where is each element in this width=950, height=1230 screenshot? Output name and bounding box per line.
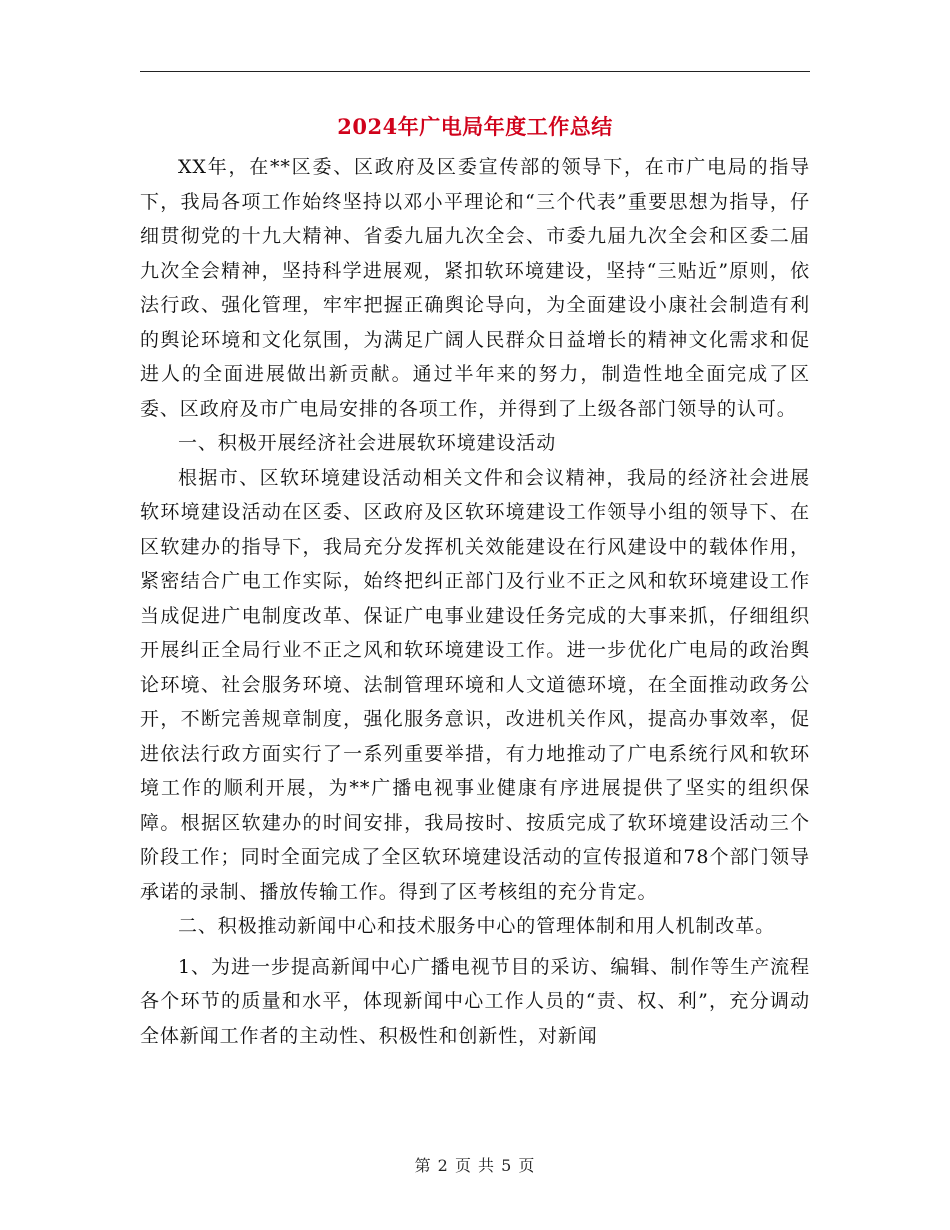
header-rule (140, 71, 810, 72)
paragraph-intro: XX年，在**区委、区政府及区委宣传部的领导下，在市广电局的指导下，我局各项工作始终坚持以邓小平理论和“三个代表”重要思想为指导，仔细贯彻党的十九大精神、省委九届九次全会、市委九届九次全会和区委二届九次全会精神，坚持科学进展观，紧扣软环境建设，坚持“三贴近”原则，依法行政、强化管理，牢牢把握正确舆论导向，为全面建设小康社会制造有利的舆论环境和文化氛围，为满足广阔人民群众日益增长的精神文化需求和促进人的全面进展做出新贡献。通过半年来的努力，制造性地全面完成了区委、区政府及市广电局安排的各项工作，并得到了上级各部门领导的认可。 (140, 156, 810, 420)
document-title: 2024年广电局年度工作总结 (337, 114, 613, 139)
paragraph-section-1: 根据市、区软环境建设活动相关文件和会议精神，我局的经济社会进展软环境建设活动在区委、区政府及区软环境建设工作领导小组的领导下、在区软建办的指导下，我局充分发挥机关效能建设在行风建设中的载体作用，紧密结合广电工作实际，始终把纠正部门及行业不正之风和软环境建设工作当成促进广电制度改革、保证广电事业建设任务完成的大事来抓，仔细组织开展纠正全局行业不正之风和软环境建设工作。进一步优化广电局的政治舆论环境、社会服务环境、法制管理环境和人文道德环境，在全面推动政务公开，不断完善规章制度，强化服务意识，改进机关作风，提高办事效率，促进依法行政方面实行了一系列重要举措，有力地推动了广电系统行风和软环境工作的顺利开展，为**广播电视事业健康有序进展提供了坚实的组织保障。根据区软建办的时间安排，我局按时、按质完成了软环境建设活动三个阶段工作；同时全面完成了全区软环境建设活动的宣传报道和78个部门领导承诺的录制、播放传输工作。得到了区考核组的充分肯定。 (140, 466, 810, 903)
page-number-footer: 第 2 页 共 5 页 (414, 1156, 536, 1175)
section-heading-2: 二、积极推动新闻中心和技术服务中心的管理体制和用人机制改革。 (178, 915, 776, 937)
paragraph-item-1: 1、为进一步提高新闻中心广播电视节目的采访、编辑、制作等生产流程各个环节的质量和水平，体现新闻中心工作人员的“责、权、利”，充分调动全体新闻工作者的主动性、积极性和创新性，对新闻 (140, 955, 810, 1047)
section-heading-1: 一、积极开展经济社会进展软环境建设活动 (178, 432, 557, 454)
document-body (140, 110, 810, 1053)
